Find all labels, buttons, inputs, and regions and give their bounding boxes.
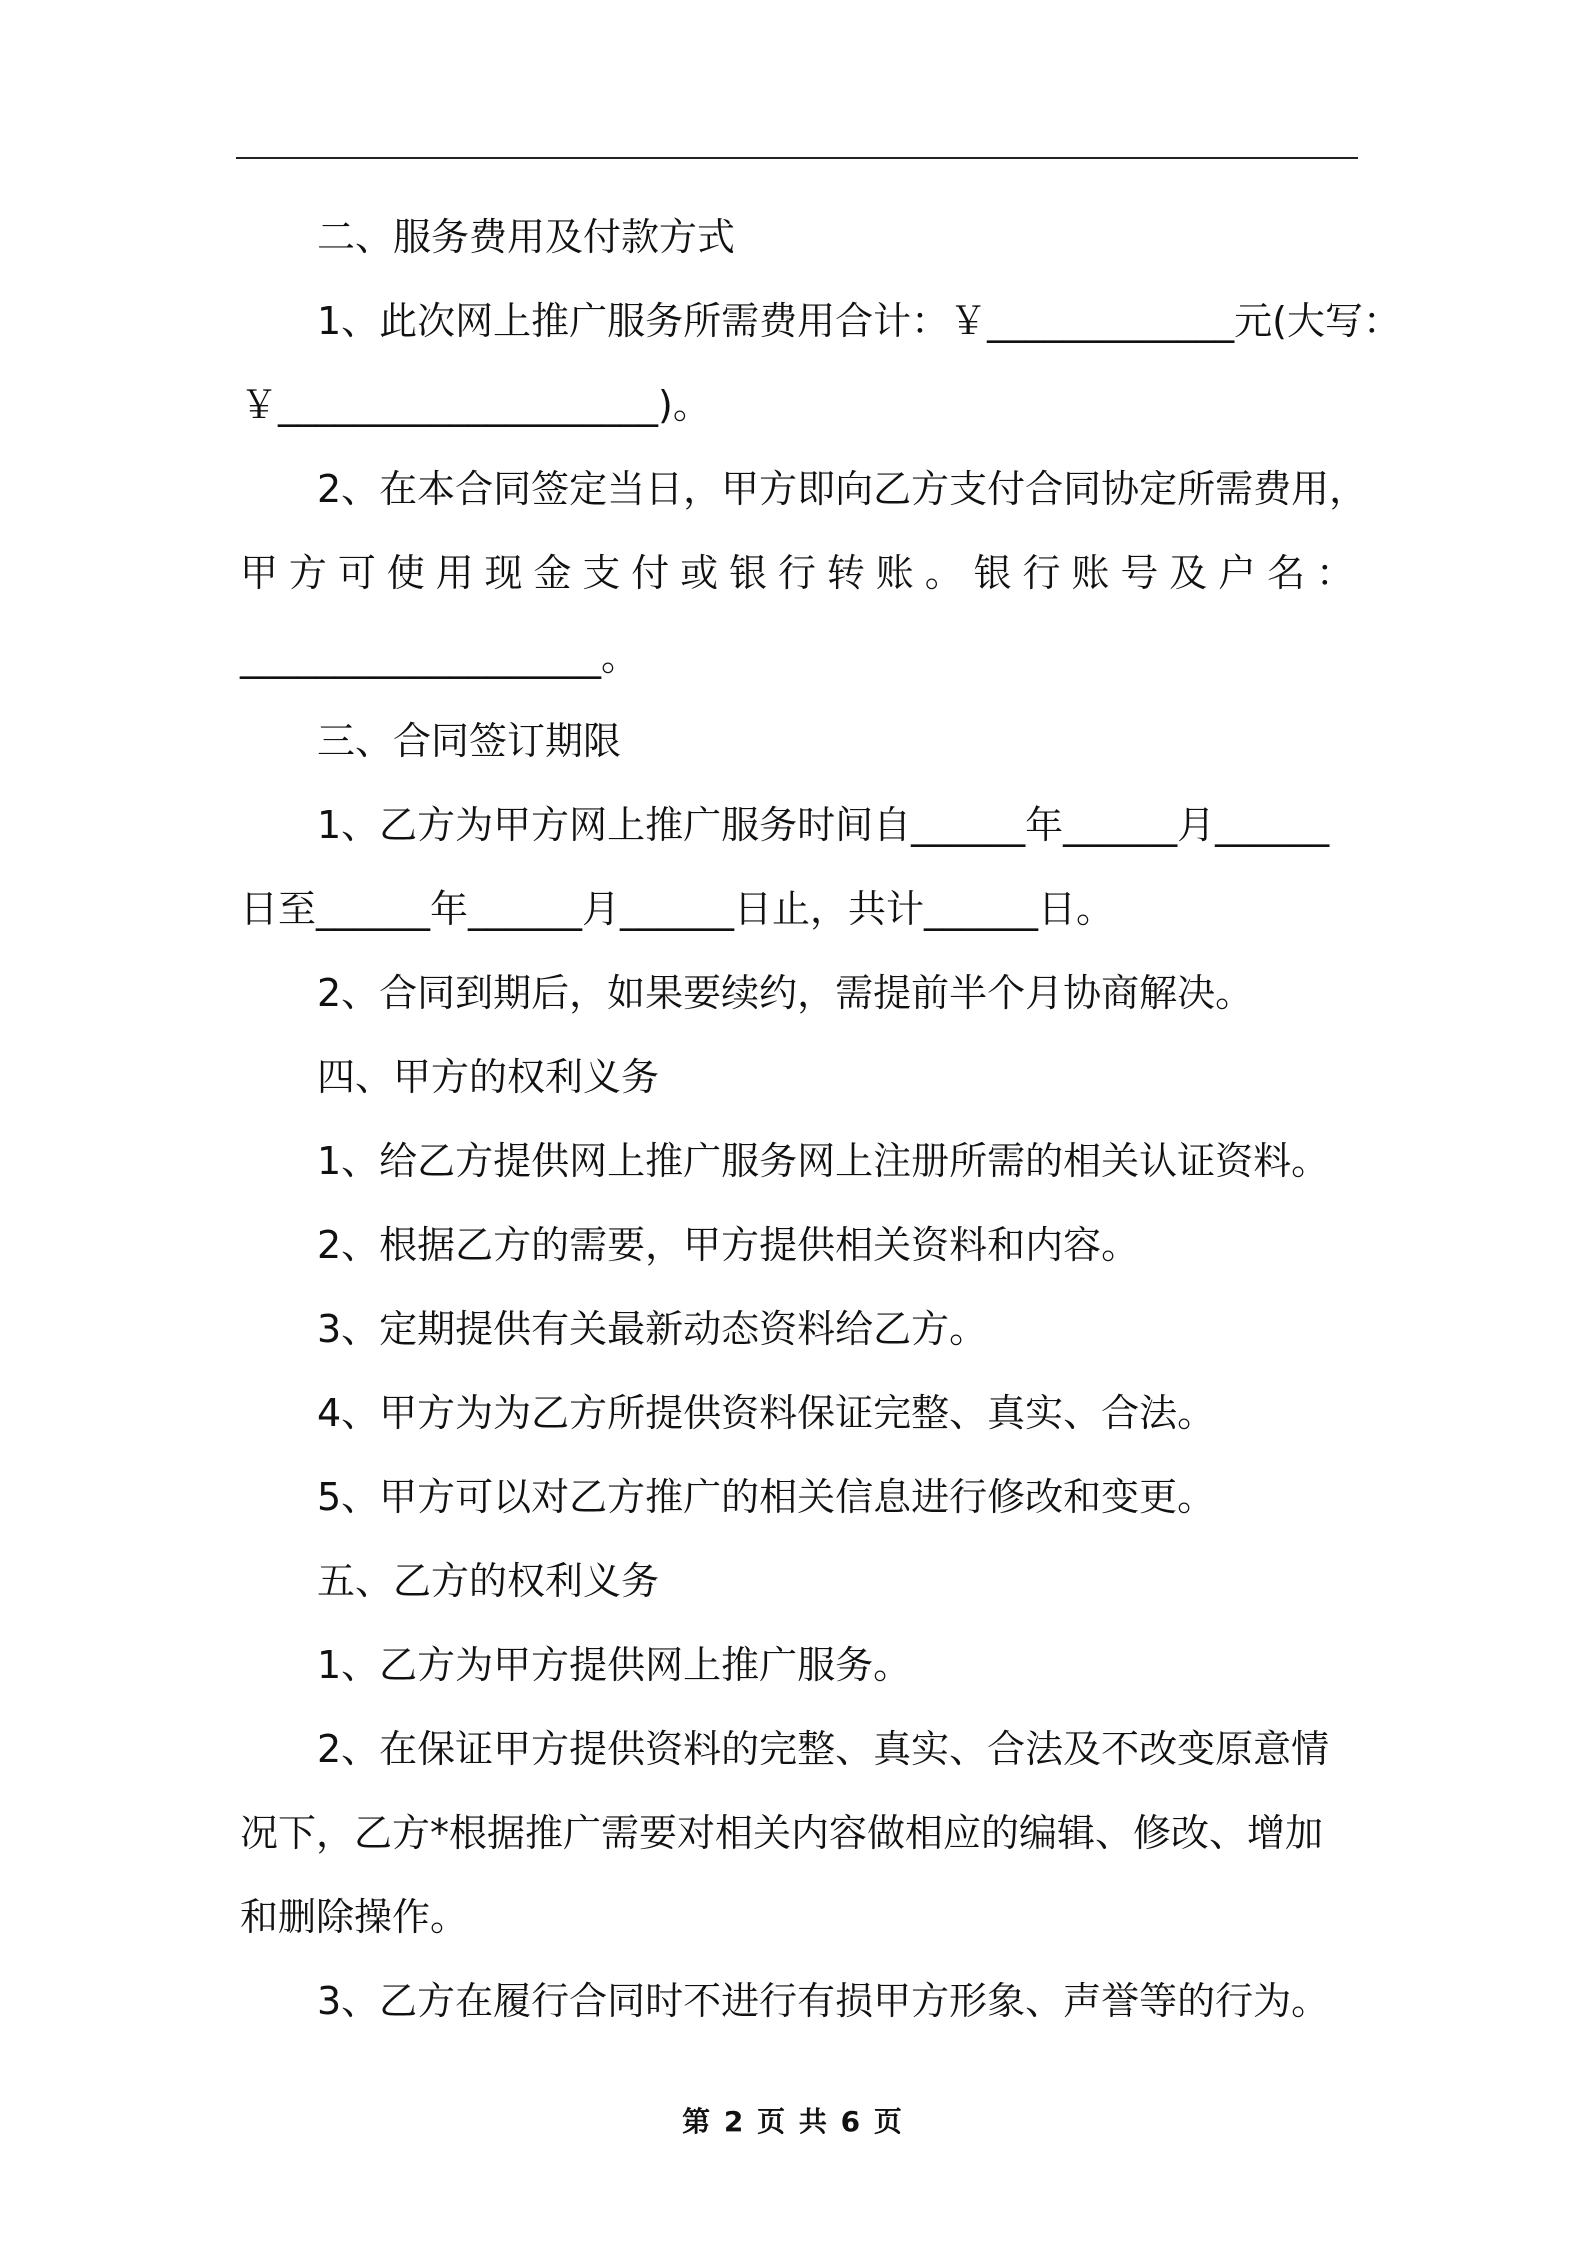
service-period-line: 1、乙方为甲方网上推广服务时间自______年______月______ [317, 803, 1330, 847]
party-a-duty-1: 1、给乙方提供网上推广服务网上注册所需的相关认证资料。 [317, 1139, 1330, 1183]
party-a-duty-2: 2、根据乙方的需要，甲方提供相关资料和内容。 [317, 1223, 1140, 1267]
party-b-duty-2: 2、在保证甲方提供资料的完整、真实、合法及不改变原意情况下，乙方*根据推广需要对相关内容做相应的编辑、修改、增加和删除操作。 [240, 1727, 1330, 1939]
section-heading-term: 三、合同签订期限 [317, 719, 622, 763]
renewal-clause: 2、合同到期后，如果要续约，需提前半个月协商解决。 [317, 971, 1254, 1015]
section-heading-party-a: 四、甲方的权利义务 [317, 1055, 660, 1099]
payment-method-line: 2、在本合同签定当日，甲方即向乙方支付合同协定所需费用， [317, 467, 1368, 511]
party-b-duty-3: 3、乙方在履行合同时不进行有损甲方形象、声誉等的行为。 [317, 1979, 1330, 2023]
party-a-duty-5: 5、甲方可以对乙方推广的相关信息进行修改和变更。 [317, 1475, 1216, 1519]
section-heading-fees: 二、服务费用及付款方式 [317, 215, 736, 259]
party-a-duty-3: 3、定期提供有关最新动态资料给乙方。 [317, 1307, 988, 1351]
bank-account-blank: ___________________。 [240, 635, 640, 679]
service-period-line-2: 日至______年______月______日止，共计______日。 [240, 887, 1115, 931]
fee-total-uppercase-line: ￥____________________)。 [240, 383, 711, 427]
party-a-duty-4: 4、甲方为为乙方所提供资料保证完整、真实、合法。 [317, 1391, 1216, 1435]
fee-total-line: 1、此次网上推广服务所需费用合计：￥_____________元(大写： [317, 299, 1402, 343]
party-b-duty-1: 1、乙方为甲方提供网上推广服务。 [317, 1643, 912, 1687]
section-heading-party-b: 五、乙方的权利义务 [317, 1559, 660, 1603]
header-rule [236, 157, 1358, 159]
payment-method-line-2: 甲方可使用现金支付或银行转账。银行账号及户名： [240, 551, 1356, 595]
page-number: 第 2 页 共 6 页 [682, 2105, 904, 2138]
